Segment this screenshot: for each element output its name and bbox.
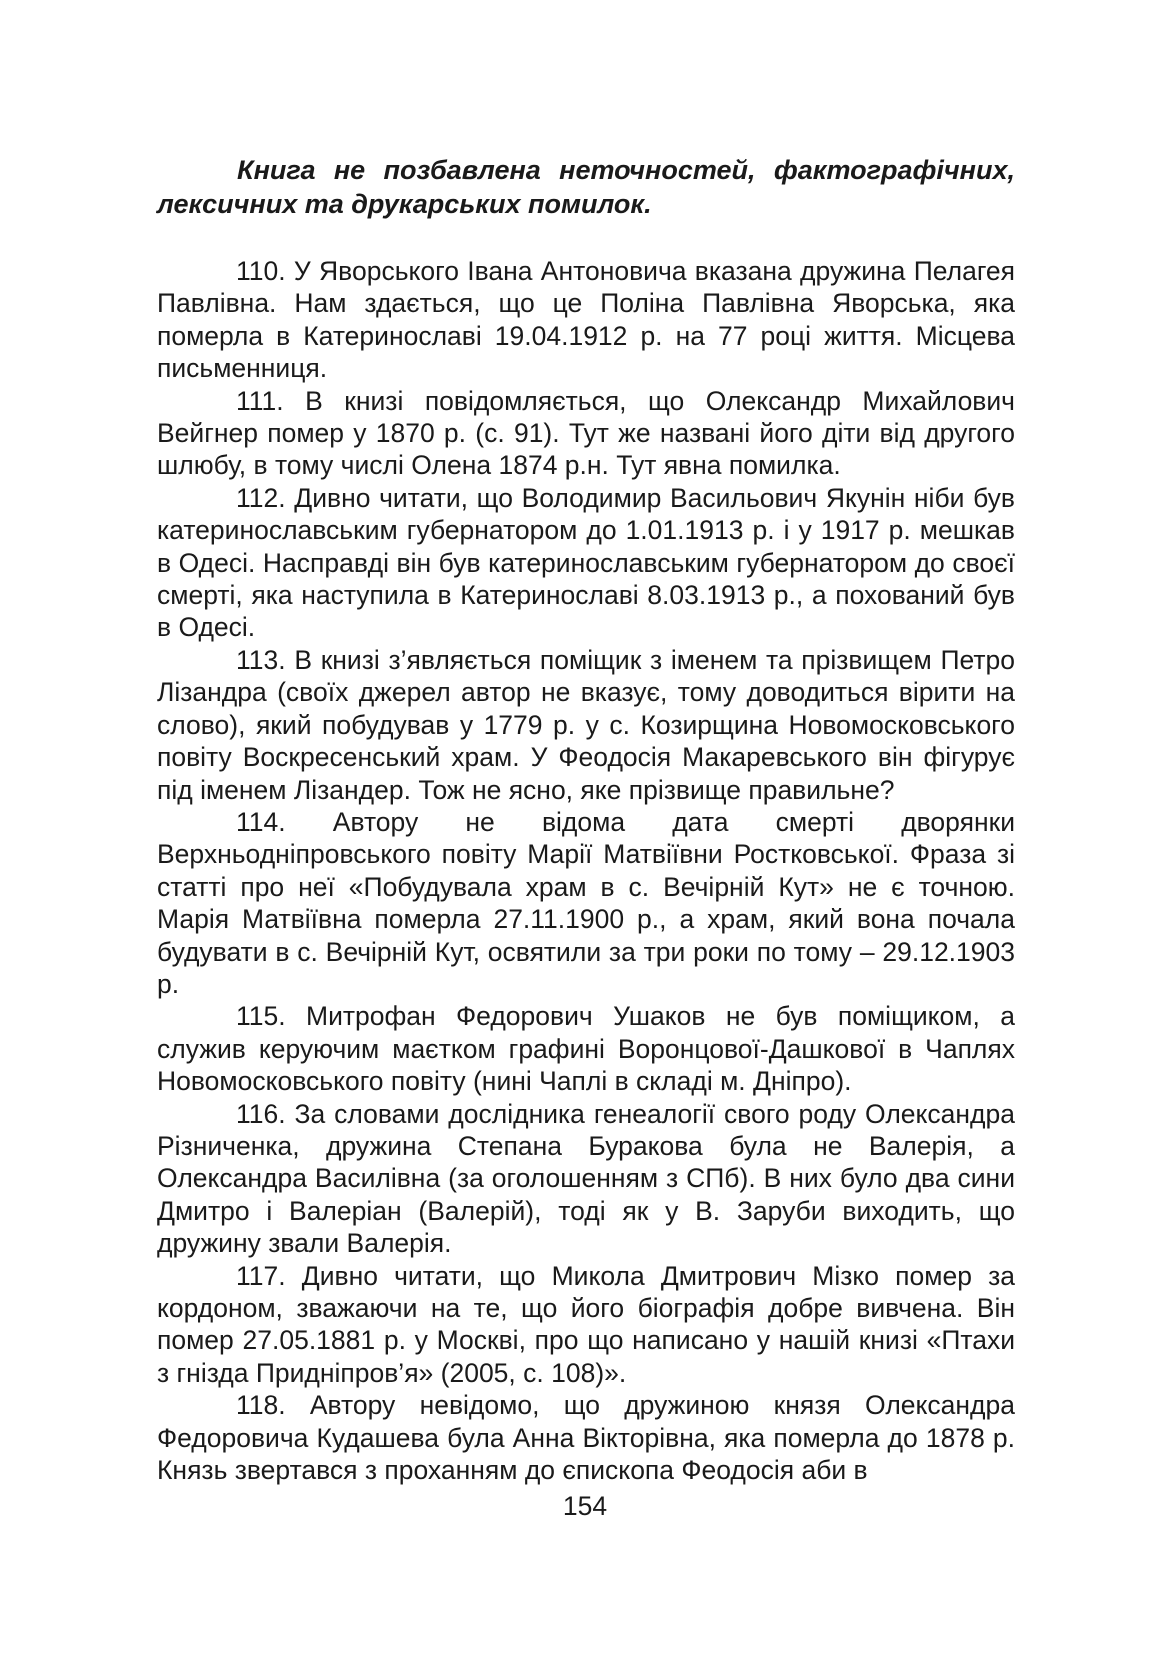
paragraph-110: 110. У Яворського Івана Антоновича вказана дружина Пелагея Павлівна. Нам здається, що це Поліна Павлівна Яворська, яка померла в Катеринославі 19.04.1912 р. на 77 році життя. Місцева письменниця. [157,256,1015,384]
paragraph-118: 118. Автору невідомо, що дружиною князя Олександра Федоровича Кудашева була Анна Вікторівна, яка померла до 1878 р. Князь звертався з проханням до єпископа Феодосія аби в [157,1390,1015,1486]
paragraph-113: 113. В книзі з’являється поміщик з іменем та прізвищем Петро Лізандра (своїх джерел автор не вказує, тому доводиться вірити на слово), який побудував у 1779 р. у с. Козирщина Новомосковського повіту Воскресенський храм. У Феодосія Макаревського він фігурує під іменем Лізандер. Тож не ясно, яке прізвище правильне? [157,644,1015,805]
section-heading: Книга не позбавлена неточностей, фактографічних, лексичних та друкарських помилок. [157,155,1015,219]
paragraph-117: 117. Дивно читати, що Микола Дмитрович Мізко помер за кордоном, зважаючи на те, що його біографія добре вивчена. Він помер 27.05.1881 р. у Москві, про що написано у нашій книзі «Птахи з гнізда Придніпров’я» (2005, с. 108)». [157,1260,1015,1388]
paragraph-114: 114. Автору не відома дата смерті дворянки Верхньодніпровського повіту Марії Матвіївни Ростковської. Фраза зі статті про неї «Побудувала храм в с. Вечірній Кут» не є точною. Марія Матвіївна померла 27.11.1900 р., а храм, який вона почала будувати в с. Вечірній Кут, освятили за три роки по тому – 29.12.1903 р. [157,806,1015,999]
page-number: 154 [562,1491,608,1521]
paragraph-111: 111. В книзі повідомляється, що Олександр Михайлович Вейгнер помер у 1870 р. (с. 91). Тут же названі його діти від другого шлюбу, в тому числі Олена 1874 р.н. Тут явна помилка. [157,385,1015,481]
paragraph-112: 112. Дивно читати, що Володимир Васильович Якунін ніби був катеринославським губернатором до 1.01.1913 р. і у 1917 р. мешкав в Одесі. Насправді він був катеринославським губернатором до своєї смерті, яка наступила в Катеринославі 8.03.1913 р., а похований був в Одесі. [157,482,1015,643]
paragraph-115: 115. Митрофан Федорович Ушаков не був поміщиком, а служив керуючим маєтком графині Воронцової-Дашкової в Чаплях Новомосковського повіту (нині Чаплі в складі м. Дніпро). [157,1001,1015,1097]
document-body [157,255,1015,1486]
paragraph-116: 116. За словами дослідника генеалогії свого роду Олександра Різниченка, дружина Степана Буракова була не Валерія, а Олександра Василівна (за оголошенням з СПб). В них було два сини Дмитро і Валеріан (Валерій), тоді як у В. Заруби виходить, що дружину звали Валерія. [157,1098,1015,1259]
